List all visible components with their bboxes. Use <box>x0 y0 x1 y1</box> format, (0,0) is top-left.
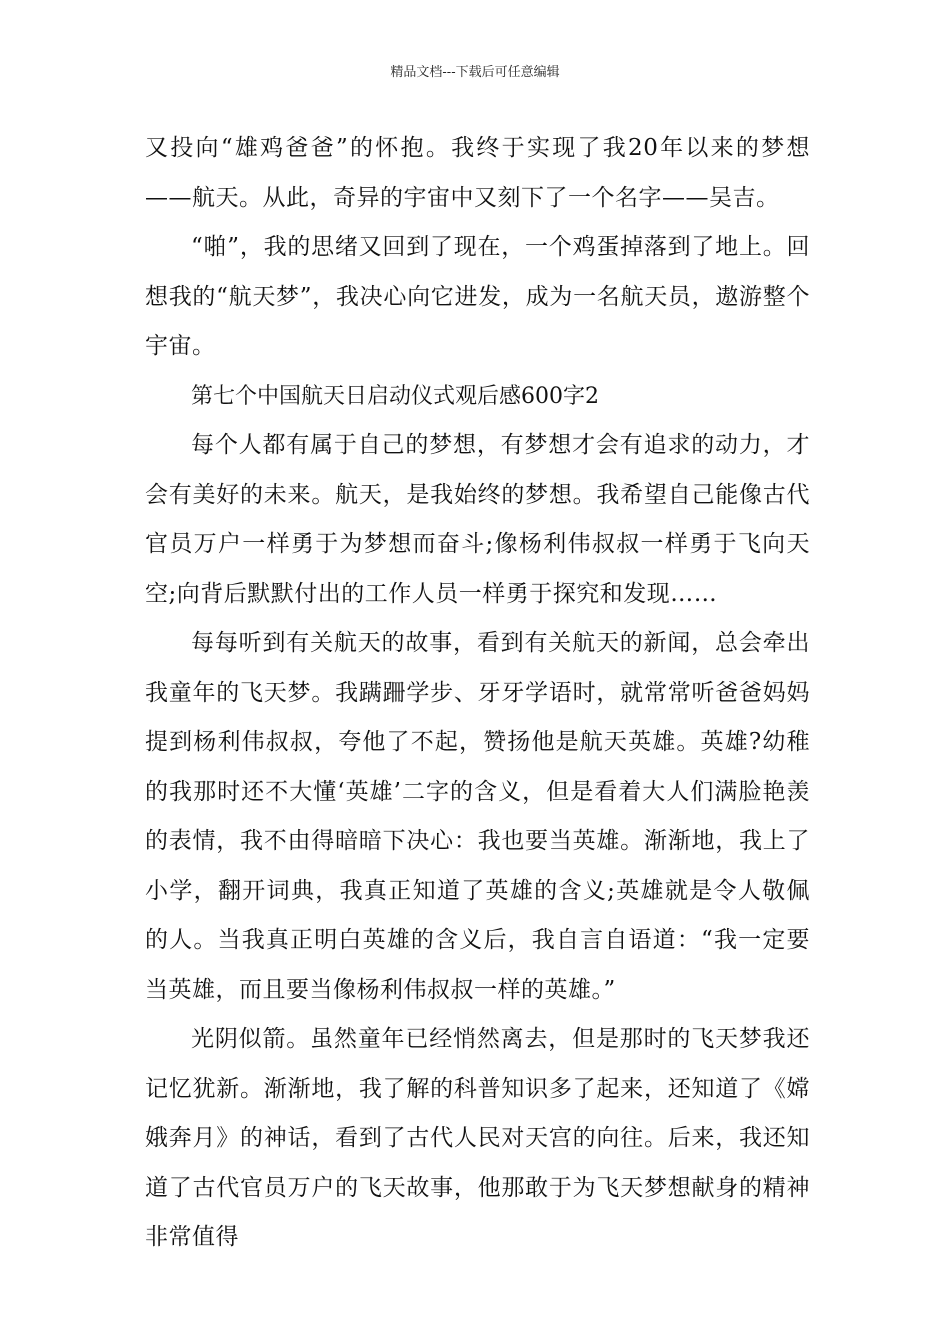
paragraph: 光阴似箭。虽然童年已经悄然离去，但是那时的飞天梦我还记忆犹新。渐渐地，我了解的科普知识多了起来，还知道了《嫦娥奔月》的神话，看到了古代人民对天宫的向往。后来，我还知道了古代官员万户的飞天故事，他那敢于为飞天梦想献身的精神非常值得 <box>145 1026 810 1250</box>
paragraph-continuation: 又投向“雄鸡爸爸”的怀抱。我终于实现了我20年以来的梦想——航天。从此，奇异的宇宙中又刻下了一个名字——吴吉。 <box>145 135 810 211</box>
document-body <box>145 124 810 1263</box>
section-title: 第七个中国航天日启动仪式观后感600字2 <box>191 383 599 409</box>
paragraph: 每个人都有属于自己的梦想，有梦想才会有追求的动力，才会有美好的未来。航天，是我始终的梦想。我希望自己能像古代官员万户一样勇于为梦想而奋斗;像杨利伟叔叔一样勇于飞向天空;向背后默默付出的工作人员一样勇于探究和发现…… <box>145 432 810 607</box>
paragraph: “啪”，我的思绪又回到了现在，一个鸡蛋掉落到了地上。回想我的“航天梦”，我决心向它进发，成为一名航天员，遨游整个宇宙。 <box>145 234 810 359</box>
page-header: 精品文档---下载后可任意编辑 <box>390 65 560 80</box>
paragraph: 每每听到有关航天的故事，看到有关航天的新闻，总会牵出我童年的飞天梦。我蹒跚学步、牙牙学语时，就常常听爸爸妈妈提到杨利伟叔叔，夸他了不起，赞扬他是航天英雄。英雄?幼稚的我那时还不大懂‘英雄’二字的含义，但是看着大人们满脸艳羡的表情，我不由得暗暗下决心：我也要当英雄。渐渐地，我上了小学，翻开词典，我真正知道了英雄的含义;英雄就是令人敬佩的人。当我真正明白英雄的含义后，我自言自语道：“我一定要当英雄，而且要当像杨利伟叔叔一样的英雄。” <box>145 630 810 1003</box>
